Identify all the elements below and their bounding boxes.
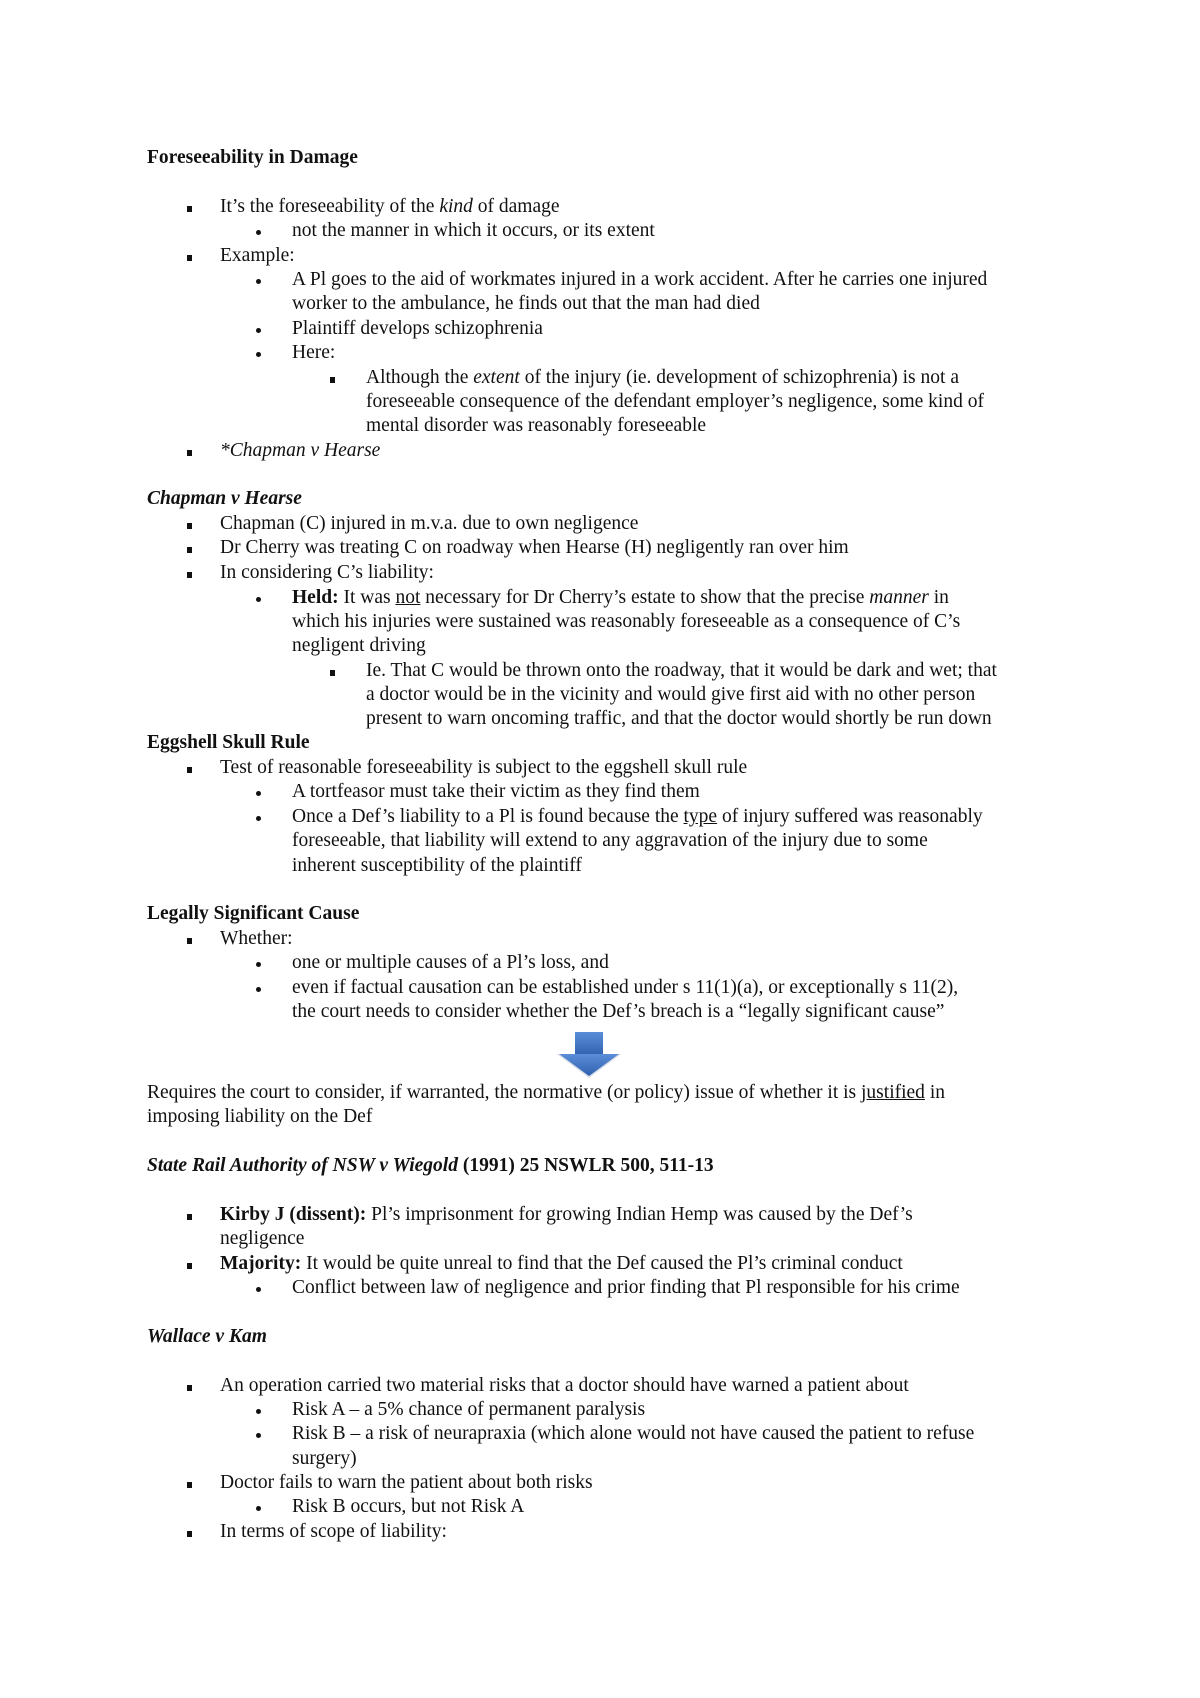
square-bullet: [187, 1482, 192, 1488]
list-item: Kirby J (dissent): Pl’s imprisonment for growing Indian Hemp was caused by the Def’s: [220, 1204, 913, 1225]
round-bullet: [256, 1433, 261, 1438]
paragraph-line: imposing liability on the Def: [147, 1106, 373, 1127]
list-item-continuation: the court needs to consider whether the Def’s breach is a “legally significant cause”: [292, 1001, 945, 1022]
list-item: one or multiple causes of a Pl’s loss, and: [292, 952, 609, 973]
list-item-continuation: worker to the ambulance, he finds out that the man had died: [292, 293, 760, 314]
list-item: A Pl goes to the aid of workmates injured in a work accident. After he carries one injured: [292, 269, 988, 290]
list-item: Although the extent of the injury (ie. development of schizophrenia) is not a: [366, 367, 959, 388]
round-bullet: [256, 962, 261, 967]
square-bullet: [330, 670, 335, 676]
round-bullet: [256, 597, 261, 602]
list-item: Example:: [220, 245, 295, 266]
list-item: Conflict between law of negligence and prior finding that Pl responsible for his crime: [292, 1277, 960, 1298]
list-item-continuation: foreseeable consequence of the defendant employer’s negligence, some kind of: [366, 391, 984, 412]
round-bullet: [256, 230, 261, 235]
list-item: Risk A – a 5% chance of permanent paralysis: [292, 1399, 646, 1420]
list-item: Here:: [292, 342, 336, 363]
round-bullet: [256, 328, 261, 333]
list-item: Risk B – a risk of neurapraxia (which alone would not have caused the patient to refuse: [292, 1423, 975, 1444]
section-heading-wiegold: State Rail Authority of NSW v Wiegold (1991) 25 NSWLR 500, 511-13: [147, 1155, 714, 1176]
list-item: In considering C’s liability:: [220, 562, 434, 583]
section-heading-legal-cause: Legally Significant Cause: [147, 903, 360, 924]
square-bullet: [187, 523, 192, 529]
round-bullet: [256, 791, 261, 796]
square-bullet: [187, 1385, 192, 1391]
list-item-continuation: a doctor would be in the vicinity and would give first aid with no other person: [366, 684, 976, 705]
list-item: Test of reasonable foreseeability is subject to the eggshell skull rule: [220, 757, 748, 778]
section-heading-wallace: Wallace v Kam: [147, 1326, 267, 1347]
down-arrow-icon: [553, 1030, 625, 1078]
round-bullet: [256, 352, 261, 357]
square-bullet: [187, 1214, 192, 1220]
list-item: Majority: It would be quite unreal to find that the Def caused the Pl’s criminal conduct: [220, 1253, 903, 1274]
list-item: *Chapman v Hearse: [220, 440, 381, 461]
square-bullet: [330, 377, 335, 383]
list-item: In terms of scope of liability:: [220, 1521, 447, 1542]
list-item: Whether:: [220, 928, 293, 949]
list-item-continuation: which his injuries were sustained was reasonably foreseeable as a consequence of C’s: [292, 611, 961, 632]
list-item: Ie. That C would be thrown onto the roadway, that it would be dark and wet; that: [366, 660, 997, 681]
list-item-continuation: negligence: [220, 1228, 305, 1249]
list-item-continuation: foreseeable, that liability will extend to any aggravation of the injury due to some: [292, 830, 928, 851]
round-bullet: [256, 987, 261, 992]
list-item: A tortfeasor must take their victim as they find them: [292, 781, 700, 802]
paragraph-line: Requires the court to consider, if warranted, the normative (or policy) issue of whether it is justified in: [147, 1082, 945, 1103]
list-item-continuation: mental disorder was reasonably foreseeable: [366, 415, 707, 436]
round-bullet: [256, 1409, 261, 1414]
square-bullet: [187, 572, 192, 578]
list-item: Plaintiff develops schizophrenia: [292, 318, 543, 339]
section-heading-foreseeability: Foreseeability in Damage: [147, 147, 358, 168]
round-bullet: [256, 279, 261, 284]
square-bullet: [187, 767, 192, 773]
section-heading-eggshell: Eggshell Skull Rule: [147, 732, 310, 753]
square-bullet: [187, 547, 192, 553]
square-bullet: [187, 1263, 192, 1269]
square-bullet: [187, 1531, 192, 1537]
list-item: not the manner in which it occurs, or its extent: [292, 220, 655, 241]
list-item-continuation: present to warn oncoming traffic, and that the doctor would shortly be run down: [366, 708, 992, 729]
list-item: Chapman (C) injured in m.v.a. due to own negligence: [220, 513, 639, 534]
list-item: Doctor fails to warn the patient about both risks: [220, 1472, 593, 1493]
square-bullet: [187, 206, 192, 212]
round-bullet: [256, 1506, 261, 1511]
list-item: Once a Def’s liability to a Pl is found because the type of injury suffered was reasonably: [292, 806, 983, 827]
list-item: Held: It was not necessary for Dr Cherry’s estate to show that the precise manner in: [292, 587, 949, 608]
list-item: An operation carried two material risks that a doctor should have warned a patient about: [220, 1375, 909, 1396]
section-heading-chapman: Chapman v Hearse: [147, 488, 302, 509]
list-item-continuation: inherent susceptibility of the plaintiff: [292, 855, 582, 876]
square-bullet: [187, 255, 192, 261]
square-bullet: [187, 938, 192, 944]
list-item-continuation: negligent driving: [292, 635, 426, 656]
list-item: Dr Cherry was treating C on roadway when Hearse (H) negligently ran over him: [220, 537, 849, 558]
list-item: even if factual causation can be established under s 11(1)(a), or exceptionally s 11(2),: [292, 977, 959, 998]
list-item-continuation: surgery): [292, 1448, 357, 1469]
list-item: Risk B occurs, but not Risk A: [292, 1496, 525, 1517]
list-item: It’s the foreseeability of the kind of damage: [220, 196, 560, 217]
round-bullet: [256, 816, 261, 821]
round-bullet: [256, 1287, 261, 1292]
square-bullet: [187, 450, 192, 456]
